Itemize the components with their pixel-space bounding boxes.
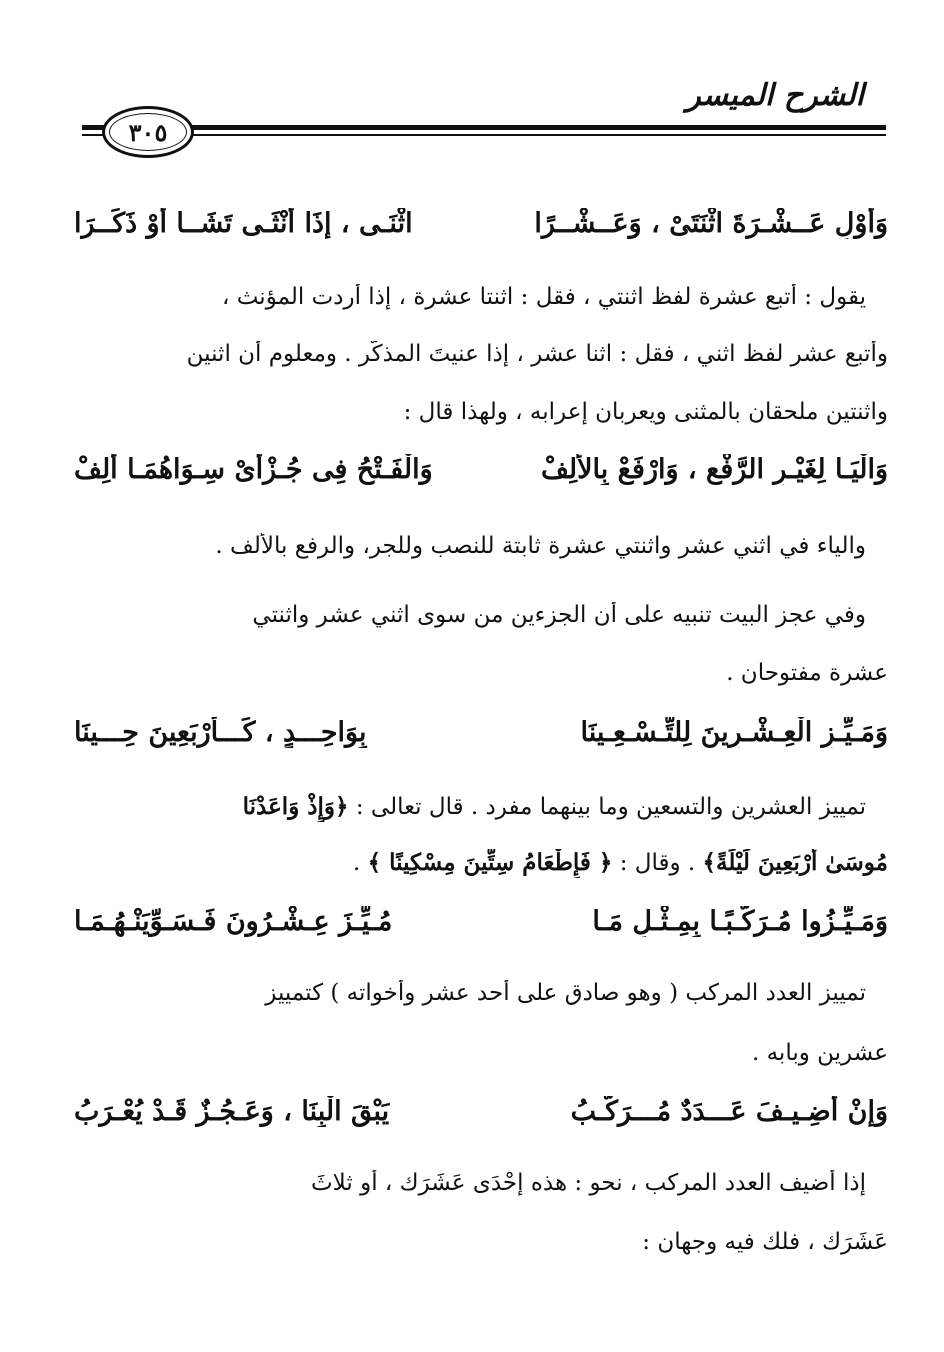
paragraph-6-line-2: عَشَرَك ، فلك فيه وجهان : bbox=[642, 1229, 888, 1255]
paragraph-4-line-2 bbox=[74, 849, 888, 878]
paragraph-5-line-1: تمييز العدد المركب ( وهو صادق على أحد عشر وأخواته ) كتمييز bbox=[265, 980, 866, 1006]
quran-quote-2: ﴿ فَإِطْعَامُ سِتِّينَ مِسْكِينًا ﴾ bbox=[367, 849, 613, 876]
verse-2-first-hemistich: وَالْيَـا لِغَيْـرِ الرَّفْعِ ، وَارْفَعْ بِالأَلِفْ bbox=[540, 454, 888, 485]
paragraph-6-line-1: إذا أضيف العدد المركب ، نحو : هذه إحْدَى عَشَرَك ، أو ثلاثَ bbox=[311, 1170, 866, 1196]
paragraph-1-line-1: يقول : أتبع عشرة لفظ اثنتي ، فقل : اثنتا عشرة ، إذا أردت المؤنث ، bbox=[221, 284, 866, 310]
paragraph-3-line-1: وفي عجز البيت تنبيه على أن الجزءين من سوى اثني عشر واثنتي bbox=[252, 602, 866, 628]
verse-5 bbox=[74, 1096, 888, 1127]
verse-3-first-hemistich: وَمَـيِّـزِ الْعِـشْـرِينَ لِلتِّـسْـعِـينَا bbox=[580, 717, 888, 748]
paragraph-1-line-3: واثنتين ملحقان بالمثنى ويعربان إعرابه ، ولهذا قال : bbox=[403, 399, 888, 425]
quran-quote-1-end: مُوسَىٰ أَرْبَعِينَ لَيْلَةً﴾ bbox=[702, 849, 888, 876]
verse-3-second-hemistich: بِوَاحِـــدٍ ، كَـــأَرْبَعِينَ حِـــينَا bbox=[74, 717, 367, 748]
verse-1-first-hemistich: وَأَوْلِ عَــشْـرَةَ اثْنَتَىْ ، وَعَــشْــرًا bbox=[534, 208, 888, 239]
paragraph-4-period: . bbox=[353, 850, 361, 876]
header-rule-thin bbox=[82, 134, 886, 136]
verse-1-second-hemistich: اثْنَـى ، إِذَا أُنْثَـى تَشَــا أَوْ ذَكَــرَا bbox=[74, 208, 413, 239]
paragraph-2-line-1: والياء في اثني عشر واثنتي عشرة ثابتة للنصب وللجر، والرفع بالألف . bbox=[215, 533, 866, 559]
verse-1 bbox=[74, 208, 888, 239]
verse-4-first-hemistich: وَمَـيِّـزُوا مُـرَكَّـبًـا بِمِـثْـلِ مَـا bbox=[592, 906, 888, 937]
page-number: ٣٠٥ bbox=[128, 117, 168, 147]
paragraph-3-line-2: عشرة مفتوحان . bbox=[726, 660, 888, 686]
paragraph-4-connector: . وقال : bbox=[619, 850, 696, 876]
verse-5-second-hemistich: يَبْقَ الْبِنَا ، وَعَـجُـزٌ قَـدْ يُعْـرَبُ bbox=[74, 1096, 390, 1127]
running-header-title: الشرح الميسر bbox=[686, 78, 864, 113]
verse-2 bbox=[74, 454, 888, 485]
quran-quote-1-start: ﴿وَإِذْ وَاعَدْنَا bbox=[242, 793, 349, 820]
verse-2-second-hemistich: وَالْفَـتْحُ فِى جُـزْأَىْ سِـوَاهُمَـا أُلِفْ bbox=[74, 454, 433, 485]
header-rule-thick bbox=[82, 125, 886, 130]
verse-4 bbox=[74, 906, 888, 937]
verse-4-second-hemistich: مُـيِّـزَ عِـشْـرُونَ فَـسَـوِّيَنْـهُـمَـا bbox=[74, 906, 393, 937]
page-number-badge bbox=[102, 106, 194, 158]
paragraph-4-line-1 bbox=[74, 793, 888, 822]
verse-3 bbox=[74, 717, 888, 748]
paragraph-5-line-2: عشرين وبابه . bbox=[751, 1040, 888, 1066]
paragraph-4-text: تمييز العشرين والتسعين وما بينهما مفرد . قال تعالى : bbox=[355, 794, 866, 820]
verse-5-first-hemistich: وَإِنْ أُضِـيـفَ عَـــدَدٌ مُـــرَكَّـبُ bbox=[570, 1096, 888, 1127]
paragraph-1-line-2: وأتبع عشر لفظ اثني ، فقل : اثنا عشر ، إذا عنيتَ المذكّر . ومعلوم أن اثنين bbox=[186, 341, 888, 367]
